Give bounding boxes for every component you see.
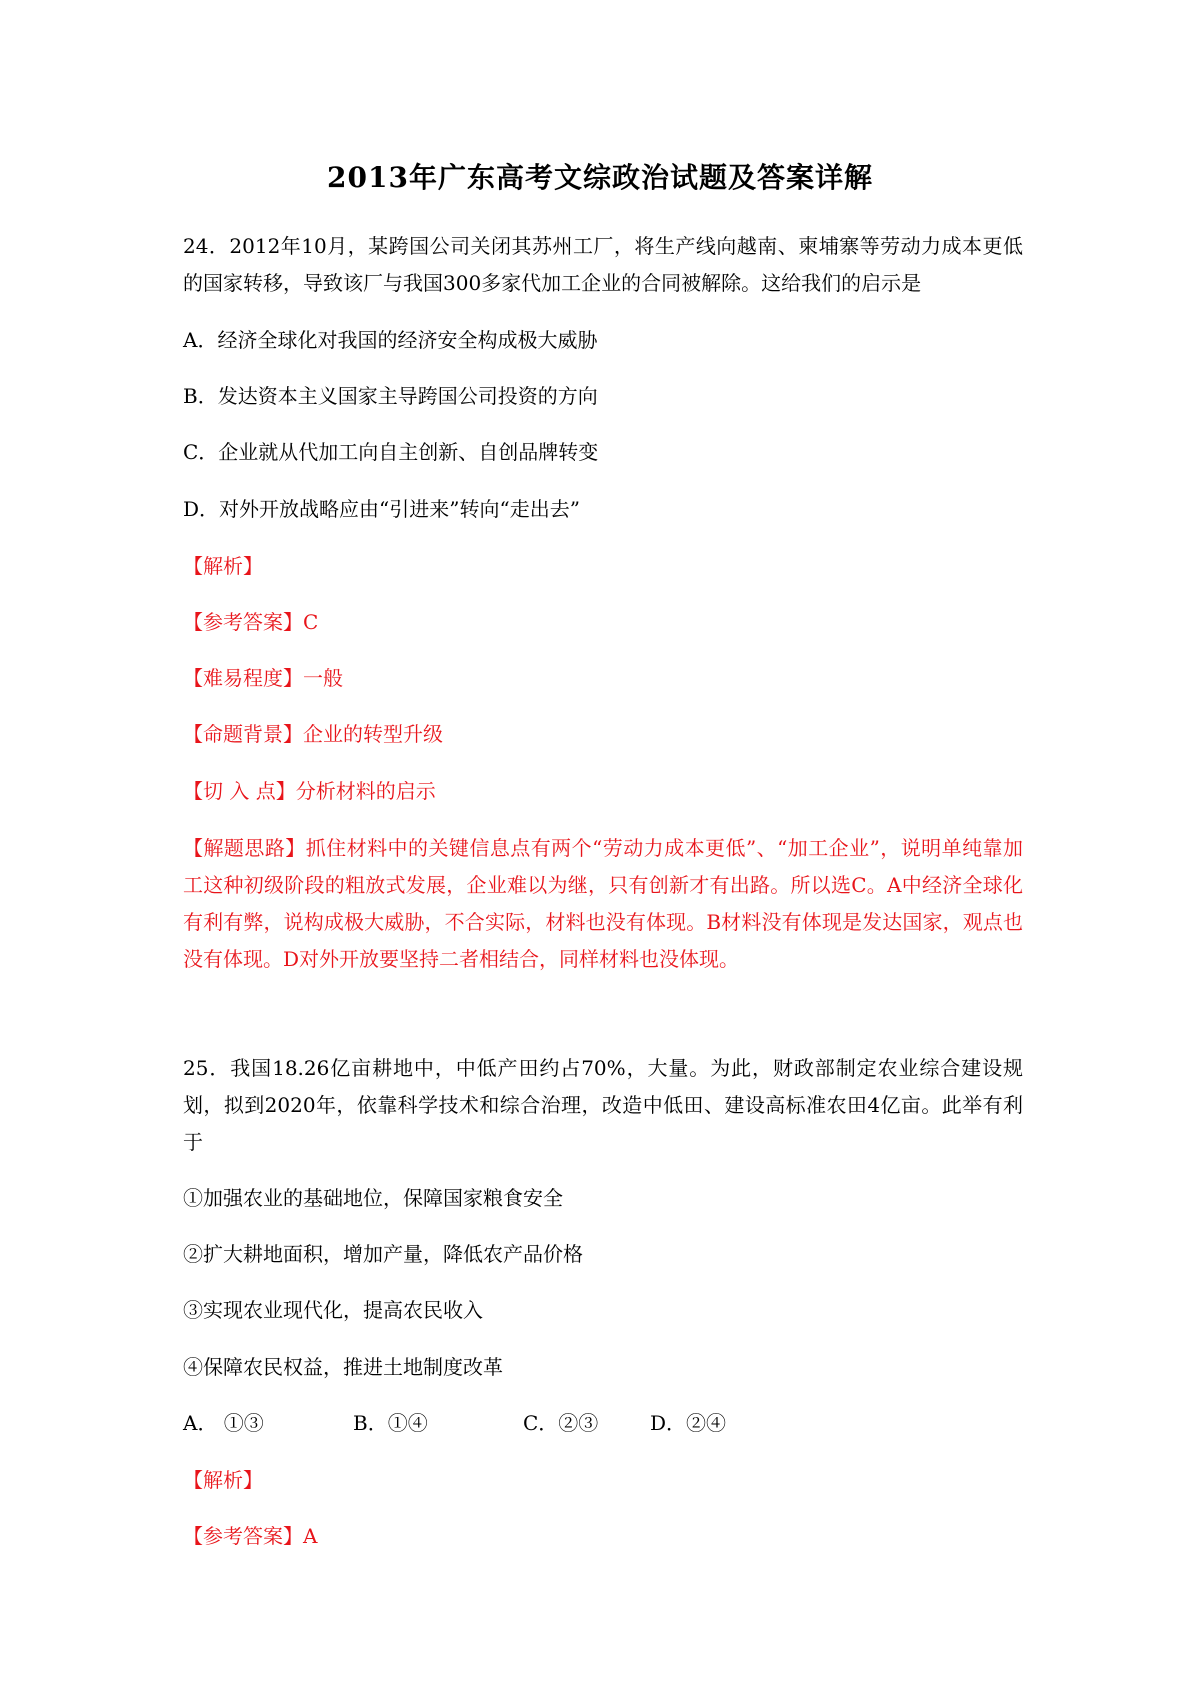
q25-stem: 25．我国18.26亿亩耕地中，中低产田约占70%，大量。为此，财政部制定农业综合建设规划，拟到2020年，依靠科学技术和综合治理，改造中低田、建设高标准农田4亿亩。此举有利于 (183, 1056, 1023, 1154)
q24-analysis-label: 【解析】 (183, 554, 263, 578)
page-title: 2013年广东高考文综政治试题及答案详解 (327, 161, 873, 194)
q24-option-d: D．对外开放战略应由“引进来”转向“走出去” (183, 497, 580, 521)
q25-options-row (183, 1405, 1023, 1441)
q24-background: 【命题背景】企业的转型升级 (183, 722, 443, 746)
q24-option-b: B．发达资本主义国家主导跨国公司投资的方向 (183, 384, 598, 408)
q24-difficulty: 【难易程度】一般 (183, 666, 343, 690)
q25-option-c: C．②③ (523, 1411, 599, 1435)
q24-answer: 【参考答案】C (183, 610, 319, 634)
q25-item-1: ①加强农业的基础地位，保障国家粮食安全 (183, 1186, 563, 1210)
q24-option-a: A．经济全球化对我国的经济安全构成极大威胁 (183, 328, 598, 352)
q25-option-b: B．①④ (353, 1411, 428, 1435)
q25-answer: 【参考答案】A (183, 1524, 318, 1548)
q25-analysis-label: 【解析】 (183, 1468, 263, 1492)
q24-entry-point: 【切 入 点】分析材料的启示 (183, 779, 436, 803)
q24-stem: 24．2012年10月，某跨国公司关闭其苏州工厂，将生产线向越南、柬埔寨等劳动力成本更低的国家转移，导致该厂与我国300多家代加工企业的合同被解除。这给我们的启示是 (183, 234, 1023, 295)
q25-option-a: A． ①③ (183, 1411, 264, 1435)
q24-option-c: C．企业就从代加工向自主创新、自创品牌转变 (183, 440, 599, 464)
q25-item-3: ③实现农业现代化，提高农民收入 (183, 1298, 483, 1322)
q25-option-d: D．②④ (650, 1411, 727, 1435)
q25-item-2: ②扩大耕地面积，增加产量，降低农产品价格 (183, 1242, 583, 1266)
q25-item-4: ④保障农民权益，推进土地制度改革 (183, 1355, 503, 1379)
q24-reasoning: 【解题思路】抓住材料中的关键信息点有两个“劳动力成本更低”、“加工企业”，说明单纯靠加工这种初级阶段的粗放式发展，企业难以为继，只有创新才有出路。所以选C。A中经济全球化有利有弊，说构成极大威胁，不合实际，材料也没有体现。B材料没有体现是发达国家，观点也没有体现。D对外开放要坚持二者相结合，同样材料也没体现。 (183, 836, 1023, 971)
